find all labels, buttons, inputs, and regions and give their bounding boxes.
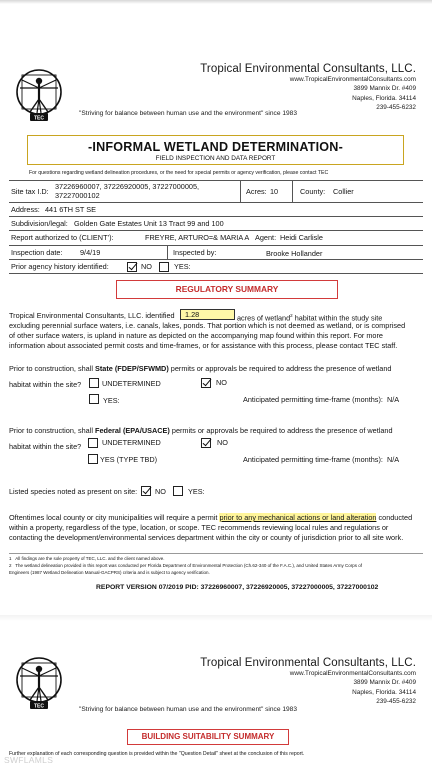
- site-tax-label: Site tax I.D:: [11, 187, 49, 196]
- form-title: -INFORMAL WETLAND DETERMINATION-: [88, 140, 343, 154]
- regulatory-para-line-3: of other surface waters, is upland in nature as depicted on the accompanying map found within this report. For more: [9, 331, 383, 340]
- mls-watermark: SWFLAMLS: [4, 755, 54, 765]
- site-tax-value-1: 37226960007, 37226920005, 37227000005,: [55, 182, 200, 191]
- state-undetermined-label: UNDETERMINED: [102, 379, 161, 388]
- state-question-line-2: habitat within the site?: [9, 380, 82, 389]
- state-undetermined-checkbox[interactable]: [89, 378, 99, 388]
- prior-agency-yes-label: YES:: [174, 262, 191, 271]
- federal-no-checkbox[interactable]: [201, 438, 211, 448]
- report-version: REPORT VERSION 07/2019 PID: 37226960007, 37226920005, 37227000005, 37227000102: [96, 584, 379, 591]
- prior-agency-no-checkbox[interactable]: [127, 262, 137, 272]
- local-permit-line-2: within a property, regardless of the type, location, or scope. TEC recommends reviewing local rules and regulations or: [9, 523, 389, 532]
- county-label: County:: [300, 187, 326, 196]
- agent-value: Heidi Carlisle: [280, 233, 323, 242]
- county-value: Collier: [333, 187, 354, 196]
- table-rule: [9, 245, 423, 246]
- page-break: [0, 615, 432, 621]
- company-address-2: Naples, Florida. 34114: [352, 688, 416, 696]
- table-rule: [9, 273, 423, 274]
- acres-value: 10: [270, 187, 279, 196]
- company-info: [200, 63, 416, 112]
- building-suitability-intro: Further explanation of each corresponding question is provided within the "Question Detail" sheet at the conclusion of this report.: [9, 751, 305, 757]
- local-permit-line-1: Oftentimes local county or city municipalities will require a permit prior to any mechanical actions or land alteration conducted: [9, 513, 413, 522]
- table-rule: [9, 202, 423, 203]
- form-title-box: [27, 135, 404, 165]
- prior-agency-yes-checkbox[interactable]: [159, 262, 169, 272]
- address-value: 441 6TH ST SE: [45, 205, 96, 214]
- federal-undetermined-label: UNDETERMINED: [102, 438, 161, 447]
- inspected-by-value: Brooke Hollander: [266, 249, 323, 258]
- subdivision-value: Golden Gate Estates Unit 13 Tract 99 and 100: [74, 219, 224, 228]
- state-no-checkbox[interactable]: [201, 378, 211, 388]
- inspected-by-label: Inspected by:: [173, 248, 217, 257]
- form-subtitle: FIELD INSPECTION AND DATA REPORT: [155, 154, 276, 162]
- regulatory-para-1b: acres of wetland$^2$ habitat within the study site: [237, 313, 383, 323]
- table-rule: [9, 180, 423, 181]
- federal-undetermined-checkbox[interactable]: [88, 438, 98, 448]
- prior-agency-label: Prior agency history identified:: [11, 262, 109, 271]
- state-yes-checkbox[interactable]: [89, 394, 99, 404]
- listed-species-yes-label: YES:: [188, 487, 205, 496]
- table-divider: [292, 180, 293, 202]
- regulatory-para-line-4: information about associated permit costs and time-frames, or for assistance with this process, please contact TEC staff.: [9, 341, 398, 350]
- table-divider: [167, 245, 168, 259]
- company-phone: 239-455-6232: [376, 103, 416, 111]
- federal-yes-tbd-checkbox[interactable]: [88, 454, 98, 464]
- company-website: www.TropicalEnvironmentalConsultants.com: [289, 76, 416, 83]
- inspection-date-value: 9/4/19: [80, 248, 101, 257]
- state-question-line-1: Prior to construction, shall State (FDEP/SFWMD) permits or approvals be required to address the presence of wetland: [9, 364, 392, 373]
- regulatory-para-line-2: excluding perennial surface waters, i.e. canals, lakes, ponds. That portion which is not deemed as wetland, or is comprised: [9, 321, 406, 330]
- table-rule: [9, 216, 423, 217]
- footnote-1: 1 All findings are the sole property of TEC, LLC. and the client named above.: [9, 556, 165, 561]
- state-no-label: NO: [216, 378, 227, 387]
- report-authorized-label: Report authorized to (CLIENT’):: [11, 233, 114, 242]
- form-note: For questions regarding wetland delineation procedures, or the need for special permits or agency verification, please contact TEC: [29, 170, 329, 176]
- state-timeframe-label: Anticipated permitting time-frame (months):: [243, 395, 383, 404]
- state-yes-label: YES:: [103, 396, 120, 405]
- listed-species-label: Listed species noted as present on site:: [9, 487, 138, 496]
- vitruvian-logo-icon: [13, 654, 65, 712]
- prior-agency-no-label: NO: [141, 262, 152, 271]
- local-permit-line-3: contacting the development/environmental services department within the city or county of jurisdiction prior to all site work.: [9, 533, 404, 542]
- regulatory-summary-heading: REGULATORY SUMMARY: [116, 280, 338, 299]
- company-name: Tropical Environmental Consultants, LLC.: [200, 63, 416, 75]
- acres-label: Acres:: [246, 187, 267, 196]
- company-info-page-2: [200, 657, 416, 706]
- address-label: Address:: [11, 205, 40, 214]
- footnote-rule: [9, 553, 423, 554]
- inspection-date-label: Inspection date:: [11, 248, 63, 257]
- footnote-2: 2 The wetland delineation provided in this report was conducted per Florida Department of Environmental Protection (Ch.62-340 of the F.A.C.), and United States Army Corps of: [9, 563, 362, 568]
- company-address-2: Naples, Florida. 34114: [352, 94, 416, 102]
- subdivision-label: Subdivision/legal:: [11, 219, 68, 228]
- wetland-acres-field: 1.28: [180, 309, 235, 320]
- vitruvian-logo-icon: [13, 66, 65, 124]
- listed-species-no-label: NO: [155, 487, 166, 496]
- site-tax-value-2: 37227000102: [55, 191, 100, 200]
- federal-timeframe-value: N/A: [387, 455, 400, 464]
- table-rule: [9, 230, 423, 231]
- company-address-1: 3899 Mannix Dr. #409: [353, 679, 416, 687]
- federal-yes-tbd-label: YES (TYPE TBD): [100, 455, 158, 464]
- company-tagline: "Striving for balance between human use and the environment" since 1983: [79, 110, 298, 117]
- state-timeframe-value: N/A: [387, 395, 400, 404]
- table-divider: [240, 180, 241, 202]
- company-tagline: "Striving for balance between human use and the environment" since 1983: [79, 706, 298, 713]
- svg-text:TEC: TEC: [34, 703, 44, 710]
- company-website: www.TropicalEnvironmentalConsultants.com: [289, 670, 416, 677]
- company-phone: 239-455-6232: [376, 697, 416, 705]
- regulatory-para-1a: Tropical Environmental Consultants, LLC. identified: [9, 311, 175, 320]
- page-edge: [0, 0, 432, 4]
- listed-species-no-checkbox[interactable]: [141, 486, 151, 496]
- svg-text:TEC: TEC: [34, 115, 44, 122]
- federal-no-label: NO: [217, 438, 228, 447]
- footnote-2-cont: Engineers (1987 Wetland Delineation Manual-GACPRS) criteria and is subject to agency verification.: [9, 570, 210, 575]
- table-rule: [9, 259, 423, 260]
- listed-species-yes-checkbox[interactable]: [173, 486, 183, 496]
- federal-question-line-1: Prior to construction, shall Federal (EPA/USACE) permits or approvals be required to address the presence of wetland: [9, 426, 393, 435]
- company-name: Tropical Environmental Consultants, LLC.: [200, 657, 416, 669]
- agent-label: Agent:: [255, 233, 277, 242]
- report-authorized-value: FREYRE, ARTURO=& MARIA A: [145, 233, 250, 242]
- federal-question-line-2: habitat within the site?: [9, 442, 82, 451]
- building-suitability-heading: BUILDING SUITABILITY SUMMARY: [127, 729, 289, 745]
- federal-timeframe-label: Anticipated permitting time-frame (months):: [243, 455, 383, 464]
- company-address-1: 3899 Mannix Dr. #409: [353, 85, 416, 93]
